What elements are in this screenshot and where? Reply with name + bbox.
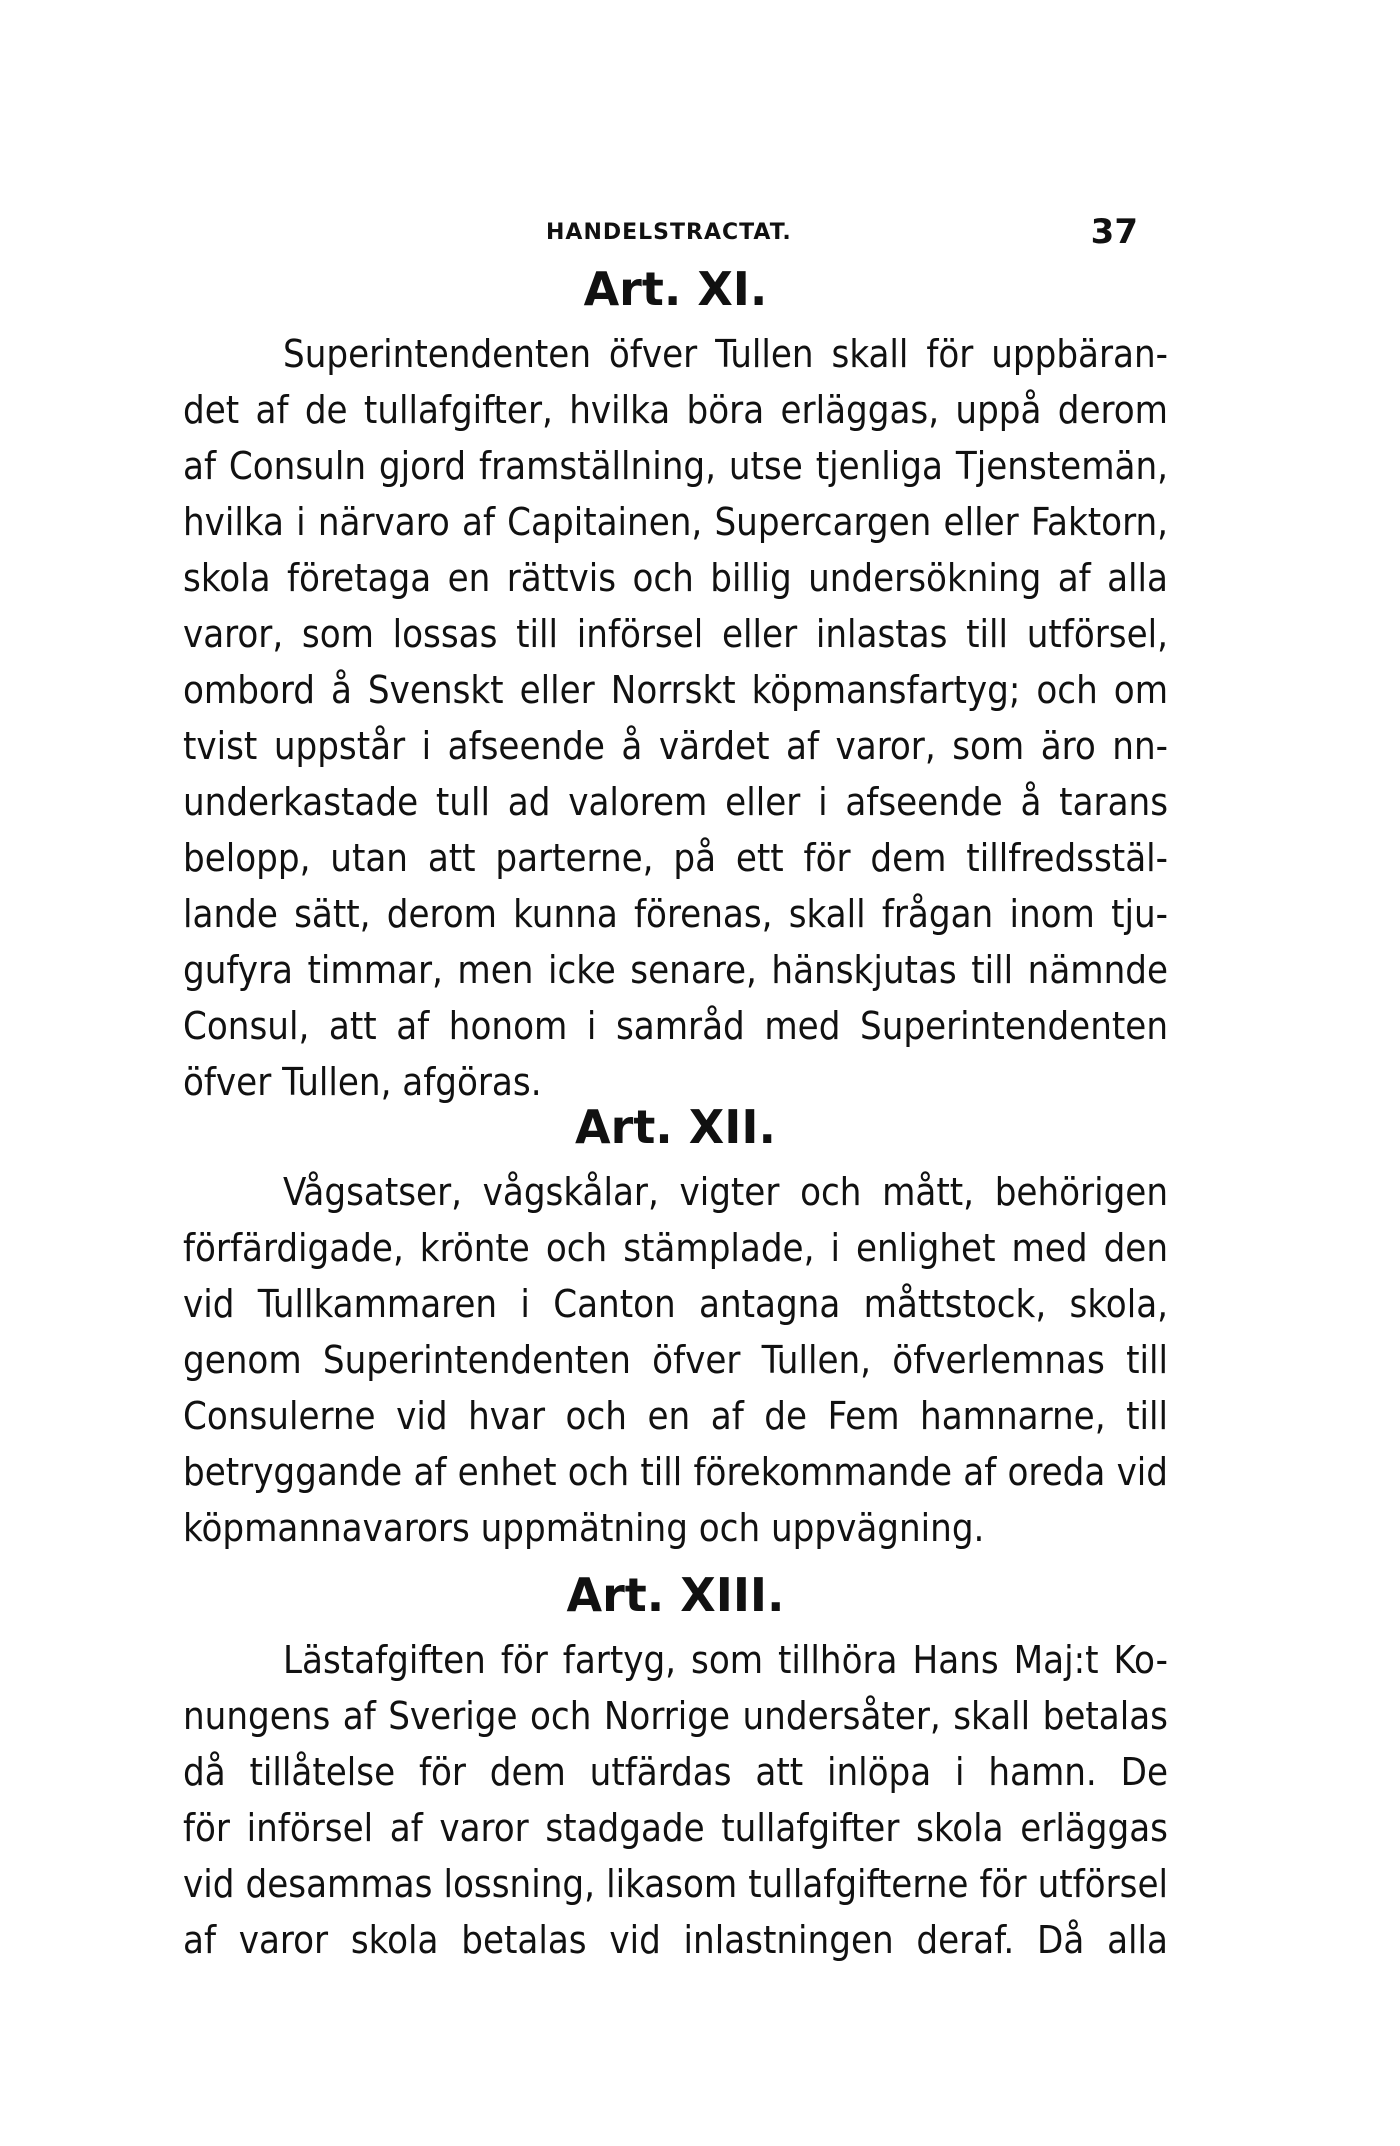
text-line: tvist uppstår i afseende å värdet af varor, som äro nn-	[183, 724, 1168, 768]
article-xi	[183, 262, 1168, 1110]
text-line: vid desammas lossning, likasom tullafgifterne för utförsel	[183, 1862, 1168, 1906]
text-line: förfärdigade, krönte och stämplade, i enlighet med den	[183, 1226, 1168, 1270]
text-line: hvilka i närvaro af Capitainen, Supercargen eller Faktorn,	[183, 500, 1168, 544]
text-line: vid Tullkammaren i Canton antagna måttstock, skola,	[183, 1282, 1168, 1326]
text-line: öfver Tullen, afgöras.	[183, 1060, 542, 1104]
text-line: af varor skola betalas vid inlastningen deraf. Då alla	[183, 1918, 1168, 1962]
text-line: gufyra timmar, men icke senare, hänskjutas till nämnde	[183, 948, 1168, 992]
running-title: HANDELSTRACTAT.	[546, 220, 792, 245]
article-xiii	[183, 1568, 1168, 1968]
article-heading: Art. XIII.	[566, 1568, 785, 1622]
page-number: 37	[1090, 212, 1138, 252]
text-line: genom Superintendenten öfver Tullen, öfverlemnas till	[183, 1338, 1168, 1382]
text-line: skola företaga en rättvis och billig undersökning af alla	[183, 556, 1168, 600]
text-line: Consulerne vid hvar och en af de Fem hamnarne, till	[183, 1394, 1168, 1438]
article-heading: Art. XI.	[583, 262, 768, 316]
text-line: köpmannavarors uppmätning och uppvägning.	[183, 1506, 985, 1550]
text-line: betryggande af enhet och till förekommande af oreda vid	[183, 1450, 1168, 1494]
text-line: ombord å Svenskt eller Norrskt köpmansfartyg; och om	[183, 668, 1168, 712]
text-line: Lästafgiften för fartyg, som tillhöra Hans Maj:t Ko-	[283, 1638, 1168, 1682]
text-line: Consul, att af honom i samråd med Superintendenten	[183, 1004, 1168, 1048]
text-line: underkastade tull ad valorem eller i afseende å tarans	[183, 780, 1168, 824]
article-heading: Art. XII.	[575, 1100, 776, 1154]
text-line: Vågsatser, vågskålar, vigter och mått, behörigen	[283, 1170, 1168, 1214]
text-line: belopp, utan att parterne, på ett för dem tillfredsstäl-	[183, 836, 1168, 880]
text-line: af Consuln gjord framställning, utse tjenliga Tjenstemän,	[183, 444, 1168, 488]
running-header	[546, 212, 1138, 252]
text-line: då tillåtelse för dem utfärdas att inlöpa i hamn. De	[183, 1750, 1168, 1794]
text-line: för införsel af varor stadgade tullafgifter skola erläggas	[183, 1806, 1168, 1850]
text-line: varor, som lossas till införsel eller inlastas till utförsel,	[183, 612, 1168, 656]
text-line: lande sätt, derom kunna förenas, skall frågan inom tju-	[183, 892, 1168, 936]
article-xii	[183, 1100, 1168, 1556]
text-line: nungens af Sverige och Norrige undersåter, skall betalas	[183, 1694, 1168, 1738]
text-line: det af de tullafgifter, hvilka böra erläggas, uppå derom	[183, 388, 1168, 432]
text-line: Superintendenten öfver Tullen skall för uppbäran-	[283, 332, 1168, 376]
